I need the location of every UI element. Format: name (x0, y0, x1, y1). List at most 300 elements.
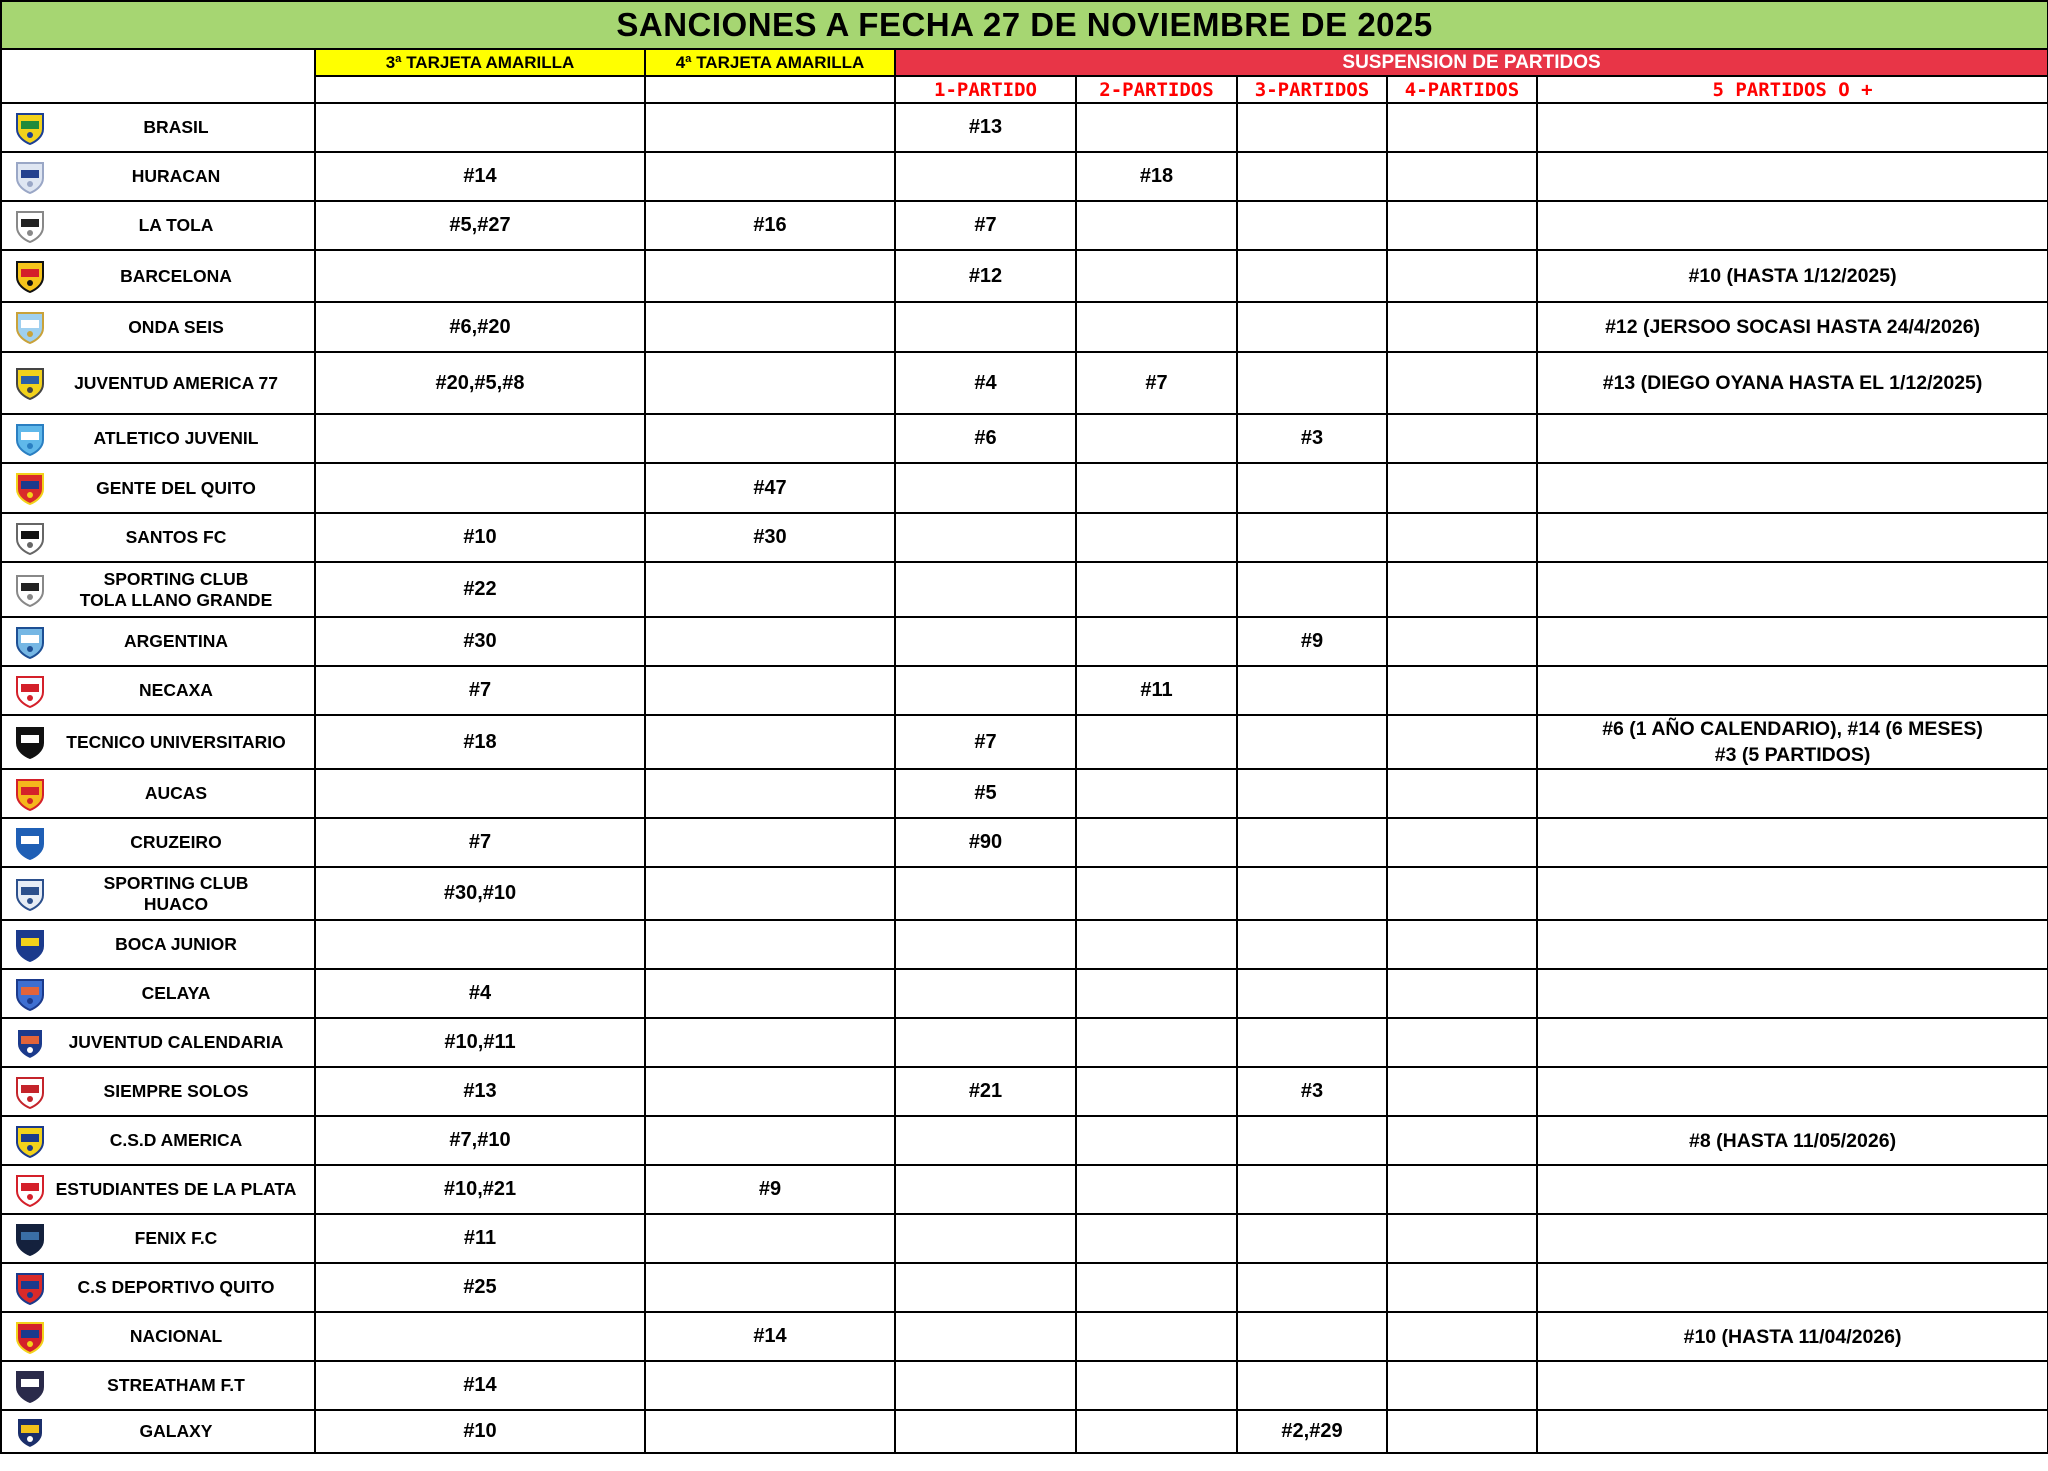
table-row (1, 1018, 2048, 1067)
la-tola-crest-icon (13, 209, 47, 243)
header-three-matches: 3-PARTIDOS (1237, 76, 1387, 103)
five-plus-matches-cell: #8 (HASTA 11/05/2026) (1537, 1116, 2048, 1165)
third-yellow-cell (315, 920, 645, 969)
three-matches-cell (1237, 1263, 1387, 1312)
third-yellow-cell: #14 (315, 152, 645, 201)
five-plus-matches-cell: #10 (HASTA 11/04/2026) (1537, 1312, 2048, 1361)
four-matches-cell (1387, 818, 1537, 867)
header-suspension: SUSPENSION DE PARTIDOS (895, 49, 2048, 76)
fourth-yellow-cell: #30 (645, 513, 895, 562)
one-match-cell (895, 1312, 1076, 1361)
team-name: ARGENTINA (123, 631, 229, 651)
third-yellow-cell: #6,#20 (315, 302, 645, 352)
table-row (1, 250, 2048, 302)
three-matches-cell (1237, 969, 1387, 1018)
csd-america-crest-icon (13, 1124, 47, 1158)
fourth-yellow-cell (645, 715, 895, 769)
table-row (1, 1312, 2048, 1361)
five-plus-matches-cell (1537, 969, 2048, 1018)
fourth-yellow-cell (645, 414, 895, 463)
four-matches-cell (1387, 1018, 1537, 1067)
four-matches-cell (1387, 1361, 1537, 1410)
fourth-yellow-cell (645, 969, 895, 1018)
team-name: ESTUDIANTES DE LA PLATA (55, 1179, 297, 1199)
one-match-cell: #12 (895, 250, 1076, 302)
sporting-club-huaco-crest-icon (13, 877, 47, 911)
team-name: JUVENTUD AMERICA 77 (74, 372, 278, 393)
atletico-juvenil-crest-icon (13, 422, 47, 456)
three-matches-cell: #9 (1237, 617, 1387, 666)
table-row (1, 1165, 2048, 1214)
four-matches-cell (1387, 969, 1537, 1018)
third-yellow-cell: #7 (315, 818, 645, 867)
five-plus-matches-cell (1537, 1361, 2048, 1410)
table-row (1, 562, 2048, 617)
fourth-yellow-cell (645, 1263, 895, 1312)
galaxy-crest-icon (13, 1415, 47, 1449)
two-matches-cell (1076, 920, 1237, 969)
one-match-cell (895, 513, 1076, 562)
team-cell (1, 769, 315, 818)
one-match-cell (895, 617, 1076, 666)
fourth-yellow-cell (645, 250, 895, 302)
fourth-yellow-cell (645, 617, 895, 666)
streatham-ft-crest-icon (13, 1369, 47, 1403)
four-matches-cell (1387, 1263, 1537, 1312)
three-matches-cell (1237, 562, 1387, 617)
one-match-cell (895, 1361, 1076, 1410)
two-matches-cell: #11 (1076, 666, 1237, 715)
cs-deportivo-quito-crest-icon (13, 1271, 47, 1305)
table-row (1, 201, 2048, 250)
five-plus-matches-cell (1537, 1410, 2048, 1453)
fourth-yellow-cell (645, 867, 895, 920)
two-matches-cell (1076, 715, 1237, 769)
three-matches-cell (1237, 1312, 1387, 1361)
table-row (1, 666, 2048, 715)
five-plus-matches-cell (1537, 666, 2048, 715)
one-match-cell (895, 1116, 1076, 1165)
table-row (1, 1214, 2048, 1263)
three-matches-cell (1237, 1116, 1387, 1165)
fourth-yellow-cell (645, 1018, 895, 1067)
team-name: FENIX F.C (134, 1228, 218, 1248)
four-matches-cell (1387, 201, 1537, 250)
two-matches-cell (1076, 1018, 1237, 1067)
five-plus-matches-cell (1537, 1018, 2048, 1067)
three-matches-cell (1237, 513, 1387, 562)
fourth-yellow-cell (645, 1214, 895, 1263)
four-matches-cell (1387, 666, 1537, 715)
four-matches-cell (1387, 867, 1537, 920)
team-cell (1, 1263, 315, 1312)
table-row (1, 103, 2048, 152)
header-two-matches: 2-PARTIDOS (1076, 76, 1237, 103)
three-matches-cell (1237, 103, 1387, 152)
five-plus-matches-cell: #12 (JERSOO SOCASI HASTA 24/4/2026) (1537, 302, 2048, 352)
table-row (1, 769, 2048, 818)
fourth-yellow-cell (645, 562, 895, 617)
one-match-cell (895, 152, 1076, 201)
team-cell (1, 562, 315, 617)
third-yellow-cell: #14 (315, 1361, 645, 1410)
one-match-cell (895, 969, 1076, 1018)
tecnico-universitario-crest-icon (13, 725, 47, 759)
team-cell (1, 250, 315, 302)
title-row (1, 1, 2048, 49)
team-name: CRUZEIRO (130, 832, 222, 852)
two-matches-cell (1076, 867, 1237, 920)
five-plus-matches-cell (1537, 562, 2048, 617)
boca-junior-crest-icon (13, 928, 47, 962)
three-matches-cell (1237, 463, 1387, 513)
team-name: BRASIL (143, 117, 209, 137)
header-one-match: 1-PARTIDO (895, 76, 1076, 103)
three-matches-cell (1237, 1361, 1387, 1410)
team-name: BOCA JUNIOR (115, 934, 237, 954)
two-matches-cell (1076, 1165, 1237, 1214)
team-cell (1, 1410, 315, 1453)
third-yellow-cell (315, 414, 645, 463)
team-name: GALAXY (139, 1421, 213, 1441)
third-yellow-cell (315, 1312, 645, 1361)
table-row (1, 1410, 2048, 1453)
two-matches-cell (1076, 414, 1237, 463)
third-yellow-cell: #10 (315, 513, 645, 562)
two-matches-cell (1076, 1361, 1237, 1410)
third-yellow-cell: #30 (315, 617, 645, 666)
subheader-blank-yellow4 (645, 76, 895, 103)
third-yellow-cell: #11 (315, 1214, 645, 1263)
four-matches-cell (1387, 617, 1537, 666)
two-matches-cell (1076, 1067, 1237, 1116)
team-name: TECNICO UNIVERSITARIO (66, 731, 286, 752)
table-row (1, 1361, 2048, 1410)
third-yellow-cell: #7,#10 (315, 1116, 645, 1165)
three-matches-cell (1237, 352, 1387, 414)
team-cell (1, 969, 315, 1018)
fourth-yellow-cell: #16 (645, 201, 895, 250)
two-matches-cell: #7 (1076, 352, 1237, 414)
siempre-solos-crest-icon (13, 1075, 47, 1109)
three-matches-cell (1237, 818, 1387, 867)
one-match-cell (895, 562, 1076, 617)
team-name: GENTE DEL QUITO (96, 477, 256, 498)
team-name: ATLETICO JUVENIL (93, 428, 259, 448)
team-cell (1, 1361, 315, 1410)
two-matches-cell (1076, 769, 1237, 818)
header-four-matches: 4-PARTIDOS (1387, 76, 1537, 103)
team-cell (1, 617, 315, 666)
team-cell (1, 1312, 315, 1361)
header-fourth-yellow: 4ª TARJETA AMARILLA (645, 49, 895, 76)
subheader-blank-yellow3 (315, 76, 645, 103)
four-matches-cell (1387, 1165, 1537, 1214)
five-plus-matches-cell (1537, 414, 2048, 463)
five-plus-matches-cell (1537, 152, 2048, 201)
team-cell (1, 1165, 315, 1214)
table-row (1, 715, 2048, 769)
table-row (1, 152, 2048, 201)
five-plus-matches-cell (1537, 103, 2048, 152)
third-yellow-cell: #25 (315, 1263, 645, 1312)
third-yellow-cell (315, 103, 645, 152)
page-title: SANCIONES A FECHA 27 DE NOVIEMBRE DE 2025 (1, 1, 2048, 49)
third-yellow-cell: #20,#5,#8 (315, 352, 645, 414)
five-plus-matches-cell (1537, 769, 2048, 818)
necaxa-crest-icon (13, 674, 47, 708)
four-matches-cell (1387, 1116, 1537, 1165)
table-row (1, 302, 2048, 352)
four-matches-cell (1387, 250, 1537, 302)
team-cell (1, 352, 315, 414)
aucas-crest-icon (13, 777, 47, 811)
one-match-cell: #4 (895, 352, 1076, 414)
team-cell (1, 818, 315, 867)
third-yellow-cell: #10,#21 (315, 1165, 645, 1214)
fourth-yellow-cell (645, 152, 895, 201)
fenix-fc-crest-icon (13, 1222, 47, 1256)
two-matches-cell (1076, 1116, 1237, 1165)
fourth-yellow-cell (645, 818, 895, 867)
one-match-cell: #21 (895, 1067, 1076, 1116)
fourth-yellow-cell (645, 302, 895, 352)
third-yellow-cell (315, 463, 645, 513)
two-matches-cell (1076, 1214, 1237, 1263)
cruzeiro-crest-icon (13, 826, 47, 860)
team-name: AUCAS (144, 783, 208, 803)
two-matches-cell (1076, 250, 1237, 302)
team-cell (1, 302, 315, 352)
five-plus-matches-cell (1537, 1067, 2048, 1116)
team-cell (1, 152, 315, 201)
third-yellow-cell: #22 (315, 562, 645, 617)
four-matches-cell (1387, 414, 1537, 463)
four-matches-cell (1387, 1067, 1537, 1116)
one-match-cell (895, 666, 1076, 715)
three-matches-cell (1237, 867, 1387, 920)
third-yellow-cell: #4 (315, 969, 645, 1018)
table-row (1, 867, 2048, 920)
two-matches-cell: #18 (1076, 152, 1237, 201)
two-matches-cell (1076, 463, 1237, 513)
third-yellow-cell: #18 (315, 715, 645, 769)
gente-del-quito-crest-icon (13, 471, 47, 505)
team-name: JUVENTUD CALENDARIA (68, 1032, 284, 1052)
table-row (1, 969, 2048, 1018)
team-name: STREATHAM F.T (107, 1375, 245, 1395)
team-name: LA TOLA (138, 215, 214, 235)
three-matches-cell (1237, 302, 1387, 352)
team-cell (1, 513, 315, 562)
two-matches-cell (1076, 1263, 1237, 1312)
estudiantes-de-la-plata-crest-icon (13, 1173, 47, 1207)
five-plus-matches-cell (1537, 818, 2048, 867)
one-match-cell (895, 1018, 1076, 1067)
team-cell (1, 867, 315, 920)
header-five-plus-matches: 5 PARTIDOS O + (1537, 76, 2048, 103)
team-name: BARCELONA (120, 265, 232, 286)
three-matches-cell: #3 (1237, 1067, 1387, 1116)
celaya-crest-icon (13, 977, 47, 1011)
team-cell (1, 666, 315, 715)
table-row (1, 352, 2048, 414)
table-row (1, 463, 2048, 513)
barcelona-crest-icon (13, 259, 47, 293)
team-name: CELAYA (141, 983, 211, 1003)
juventud-calendaria-crest-icon (13, 1026, 47, 1060)
five-plus-matches-cell (1537, 463, 2048, 513)
argentina-crest-icon (13, 625, 47, 659)
five-plus-matches-cell (1537, 513, 2048, 562)
table-row (1, 1067, 2048, 1116)
one-match-cell: #6 (895, 414, 1076, 463)
fourth-yellow-cell (645, 1361, 895, 1410)
nacional-crest-icon (13, 1320, 47, 1354)
team-name: SPORTING CLUB HUACO (103, 872, 249, 914)
team-name: C.S.D AMERICA (109, 1130, 243, 1150)
one-match-cell: #5 (895, 769, 1076, 818)
table-row (1, 818, 2048, 867)
five-plus-matches-cell: #6 (1 AÑO CALENDARIO), #14 (6 MESES) #3 (5 PARTIDOS) (1537, 715, 2048, 769)
third-yellow-cell: #30,#10 (315, 867, 645, 920)
team-name: SIEMPRE SOLOS (103, 1081, 249, 1101)
one-match-cell (895, 302, 1076, 352)
team-cell (1, 715, 315, 769)
three-matches-cell (1237, 1018, 1387, 1067)
fourth-yellow-cell: #14 (645, 1312, 895, 1361)
four-matches-cell (1387, 715, 1537, 769)
three-matches-cell (1237, 715, 1387, 769)
team-name: NACIONAL (129, 1326, 223, 1346)
table-row (1, 414, 2048, 463)
third-yellow-cell: #10,#11 (315, 1018, 645, 1067)
five-plus-matches-cell (1537, 867, 2048, 920)
four-matches-cell (1387, 352, 1537, 414)
five-plus-matches-cell (1537, 1214, 2048, 1263)
team-cell (1, 1116, 315, 1165)
three-matches-cell (1237, 152, 1387, 201)
four-matches-cell (1387, 769, 1537, 818)
four-matches-cell (1387, 103, 1537, 152)
five-plus-matches-cell: #10 (HASTA 1/12/2025) (1537, 250, 2048, 302)
two-matches-cell (1076, 201, 1237, 250)
three-matches-cell (1237, 250, 1387, 302)
four-matches-cell (1387, 1312, 1537, 1361)
four-matches-cell (1387, 513, 1537, 562)
third-yellow-cell: #10 (315, 1410, 645, 1453)
onda-seis-crest-icon (13, 310, 47, 344)
fourth-yellow-cell (645, 769, 895, 818)
table-row (1, 513, 2048, 562)
team-name: ONDA SEIS (128, 316, 224, 337)
one-match-cell (895, 1214, 1076, 1263)
third-yellow-cell: #5,#27 (315, 201, 645, 250)
one-match-cell: #7 (895, 201, 1076, 250)
third-yellow-cell (315, 250, 645, 302)
three-matches-cell (1237, 201, 1387, 250)
five-plus-matches-cell: #13 (DIEGO OYANA HASTA EL 1/12/2025) (1537, 352, 2048, 414)
two-matches-cell (1076, 562, 1237, 617)
fourth-yellow-cell (645, 666, 895, 715)
two-matches-cell (1076, 513, 1237, 562)
five-plus-matches-cell (1537, 1263, 2048, 1312)
two-matches-cell (1076, 1312, 1237, 1361)
five-plus-matches-cell (1537, 1165, 2048, 1214)
fourth-yellow-cell (645, 920, 895, 969)
two-matches-cell (1076, 1410, 1237, 1453)
table-row (1, 1116, 2048, 1165)
one-match-cell (895, 1410, 1076, 1453)
table-row (1, 617, 2048, 666)
three-matches-cell (1237, 769, 1387, 818)
three-matches-cell (1237, 920, 1387, 969)
five-plus-matches-cell (1537, 920, 2048, 969)
team-header-blank (1, 49, 315, 103)
two-matches-cell (1076, 969, 1237, 1018)
two-matches-cell (1076, 302, 1237, 352)
team-cell (1, 103, 315, 152)
team-cell (1, 1067, 315, 1116)
team-name: SPORTING CLUB TOLA LLANO GRANDE (79, 568, 273, 610)
header-row (1, 49, 2048, 76)
two-matches-cell (1076, 617, 1237, 666)
four-matches-cell (1387, 920, 1537, 969)
team-cell (1, 1214, 315, 1263)
fourth-yellow-cell (645, 352, 895, 414)
one-match-cell: #90 (895, 818, 1076, 867)
team-cell (1, 1018, 315, 1067)
five-plus-matches-cell (1537, 617, 2048, 666)
one-match-cell (895, 463, 1076, 513)
huracan-crest-icon (13, 160, 47, 194)
four-matches-cell (1387, 302, 1537, 352)
three-matches-cell (1237, 1165, 1387, 1214)
one-match-cell: #13 (895, 103, 1076, 152)
three-matches-cell (1237, 666, 1387, 715)
fourth-yellow-cell (645, 1116, 895, 1165)
one-match-cell (895, 1263, 1076, 1312)
three-matches-cell (1237, 1214, 1387, 1263)
four-matches-cell (1387, 562, 1537, 617)
two-matches-cell (1076, 818, 1237, 867)
one-match-cell (895, 1165, 1076, 1214)
fourth-yellow-cell (645, 103, 895, 152)
one-match-cell (895, 867, 1076, 920)
team-name: C.S DEPORTIVO QUITO (77, 1277, 275, 1297)
fourth-yellow-cell (645, 1410, 895, 1453)
four-matches-cell (1387, 1410, 1537, 1453)
three-matches-cell: #3 (1237, 414, 1387, 463)
fourth-yellow-cell (645, 1067, 895, 1116)
team-cell (1, 463, 315, 513)
two-matches-cell (1076, 103, 1237, 152)
table-row (1, 920, 2048, 969)
four-matches-cell (1387, 1214, 1537, 1263)
santos-fc-crest-icon (13, 521, 47, 555)
fourth-yellow-cell: #47 (645, 463, 895, 513)
team-name: HURACAN (131, 166, 221, 186)
brasil-crest-icon (13, 111, 47, 145)
sporting-club-tola-llano-grande-crest-icon (13, 573, 47, 607)
four-matches-cell (1387, 152, 1537, 201)
four-matches-cell (1387, 463, 1537, 513)
one-match-cell: #7 (895, 715, 1076, 769)
team-name: NECAXA (139, 680, 213, 700)
table-row (1, 1263, 2048, 1312)
juventud-america-77-crest-icon (13, 366, 47, 400)
team-cell (1, 920, 315, 969)
